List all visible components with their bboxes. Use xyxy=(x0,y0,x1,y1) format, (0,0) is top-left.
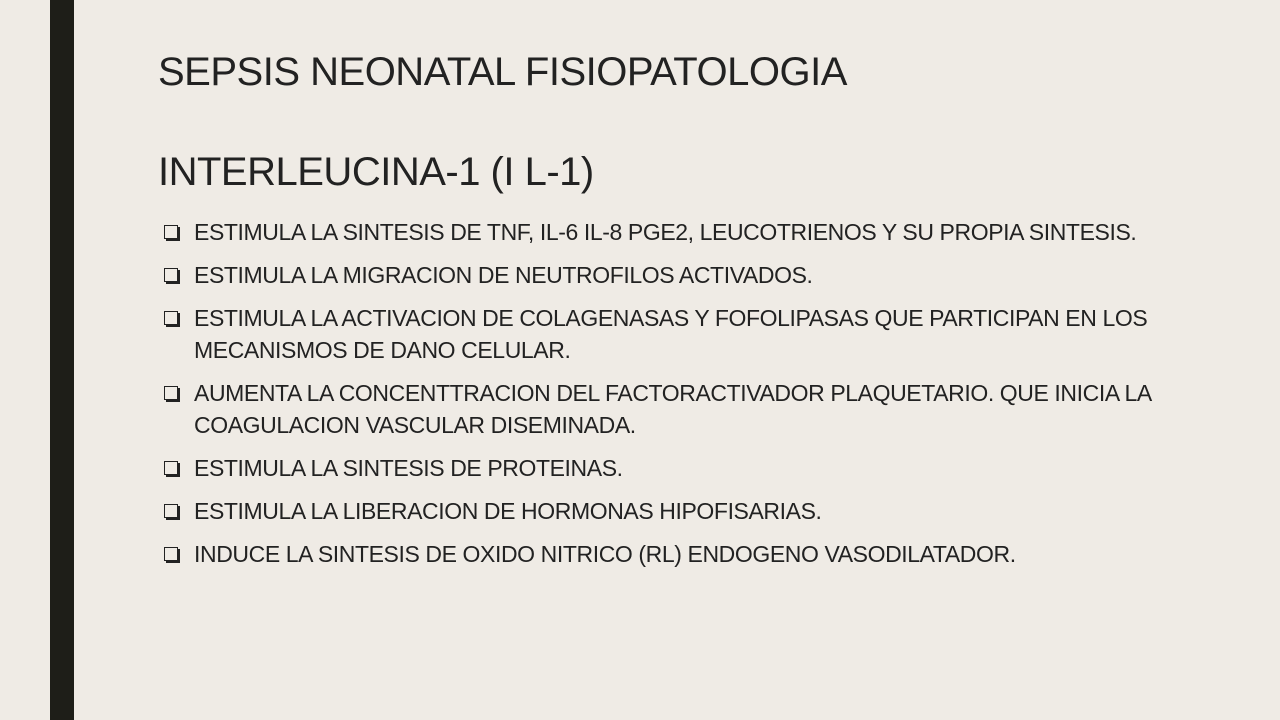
bullet-text: AUMENTA LA CONCENTTRACION DEL FACTORACTIVADOR PLAQUETARIO. QUE INICIA LA COAGULACION VASCULAR DISEMINADA. xyxy=(194,380,1151,438)
bullet-text: ESTIMULA LA ACTIVACION DE COLAGENASAS Y FOFOLIPASAS QUE PARTICIPAN EN LOS MECANISMOS DE DANO CELULAR. xyxy=(194,305,1148,363)
bullet-text: ESTIMULA LA MIGRACION DE NEUTROFILOS ACTIVADOS. xyxy=(194,262,813,288)
bullet-list xyxy=(164,216,1244,581)
accent-bar xyxy=(50,0,74,720)
bullet-text: ESTIMULA LA SINTESIS DE PROTEINAS. xyxy=(194,455,623,481)
bullet-item xyxy=(164,538,1244,570)
checkbox-square-icon xyxy=(164,386,178,400)
bullet-text: ESTIMULA LA SINTESIS DE TNF, IL-6 IL-8 PGE2, LEUCOTRIENOS Y SU PROPIA SINTESIS. xyxy=(194,219,1137,245)
checkbox-square-icon xyxy=(164,504,178,518)
checkbox-square-icon xyxy=(164,547,178,561)
slide-subtitle: INTERLEUCINA-1 (I L-1) xyxy=(158,150,594,194)
bullet-text: ESTIMULA LA LIBERACION DE HORMONAS HIPOFISARIAS. xyxy=(194,498,822,524)
checkbox-square-icon xyxy=(164,461,178,475)
bullet-item xyxy=(164,495,1244,527)
slide-title: SEPSIS NEONATAL FISIOPATOLOGIA xyxy=(158,50,847,94)
bullet-item xyxy=(164,377,1244,441)
bullet-item xyxy=(164,216,1244,248)
bullet-text: INDUCE LA SINTESIS DE OXIDO NITRICO (RL) ENDOGENO VASODILATADOR. xyxy=(194,541,1016,567)
checkbox-square-icon xyxy=(164,225,178,239)
checkbox-square-icon xyxy=(164,311,178,325)
checkbox-square-icon xyxy=(164,268,178,282)
bullet-item xyxy=(164,452,1244,484)
bullet-item xyxy=(164,302,1244,366)
bullet-item xyxy=(164,259,1244,291)
